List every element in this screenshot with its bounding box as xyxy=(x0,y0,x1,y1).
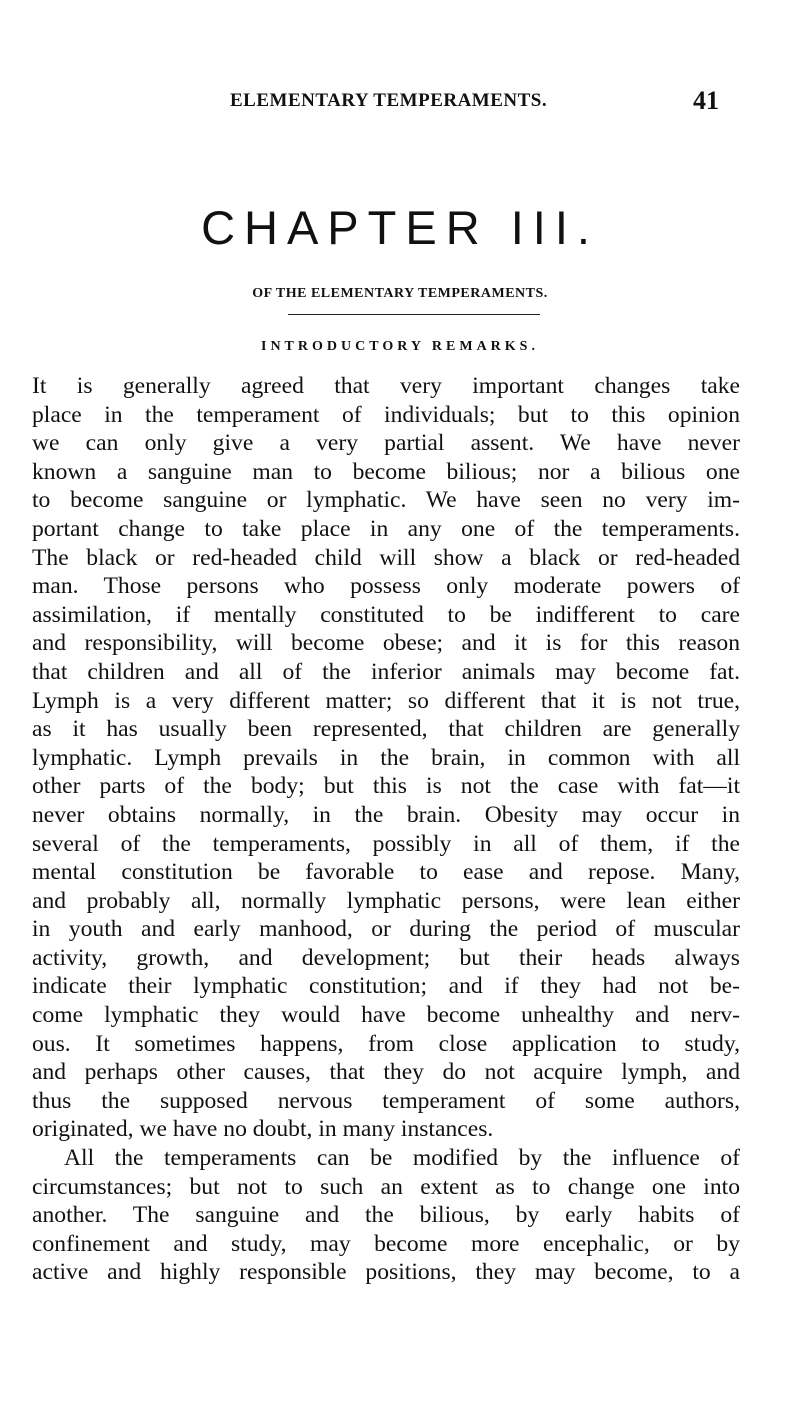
text-line: activity, growth, and development; but their heads always xyxy=(32,944,740,971)
running-head: ELEMENTARY TEMPERAMENTS. xyxy=(230,90,548,111)
text-line: we can only give a very partial assent. We have never xyxy=(32,430,740,457)
text-line: another. The sanguine and the bilious, by early habits of xyxy=(32,1202,740,1229)
text-line: never obtains normally, in the brain. Obesity may occur in xyxy=(32,801,740,828)
body-text xyxy=(32,372,740,1287)
text-line: and perhaps other causes, that they do not acquire lymph, and xyxy=(32,1059,740,1086)
text-line: indicate their lymphatic constitution; and if they had not be- xyxy=(32,973,740,1000)
page-number: 41 xyxy=(693,86,719,115)
text-line: and probably all, normally lymphatic persons, were lean either xyxy=(32,887,740,914)
text-line: and responsibility, will become obese; and it is for this reason xyxy=(32,630,740,657)
text-line: in youth and early manhood, or during the period of muscular xyxy=(32,916,740,943)
text-line: portant change to take place in any one of the temperaments. xyxy=(32,515,740,542)
text-line: ous. It sometimes happens, from close application to study, xyxy=(32,1030,740,1057)
text-line: that children and all of the inferior animals may become fat. xyxy=(32,658,740,685)
text-line: man. Those persons who possess only moderate powers of xyxy=(32,573,740,600)
text-line: thus the supposed nervous temperament of some authors, xyxy=(32,1087,740,1114)
text-line: to become sanguine or lymphatic. We have seen no very im- xyxy=(32,487,740,514)
text-line: as it has usually been represented, that children are generally xyxy=(32,716,740,743)
chapter-subtitle: OF THE ELEMENTARY TEMPERAMENTS. xyxy=(252,286,548,301)
text-line: confinement and study, may become more encephalic, or by xyxy=(32,1230,740,1257)
text-line: active and highly responsible positions, they may become, to a xyxy=(32,1259,740,1286)
text-line: lymphatic. Lymph prevails in the brain, in common with all xyxy=(32,744,740,771)
section-heading: INTRODUCTORY REMARKS. xyxy=(261,339,539,354)
text-line: several of the temperaments, possibly in all of them, if the xyxy=(32,830,740,857)
text-line: All the temperaments can be modified by the influence of xyxy=(64,1145,740,1172)
text-line: It is generally agreed that very important changes take xyxy=(32,373,740,399)
text-line: come lymphatic they would have become unhealthy and nerv- xyxy=(32,1002,740,1029)
text-line: place in the temperament of individuals; but to this opinion xyxy=(32,401,740,428)
text-line: other parts of the body; but this is not the case with fat—it xyxy=(32,773,740,800)
divider-rule xyxy=(288,314,540,315)
text-line: mental constitution be favorable to ease and repose. Many, xyxy=(32,859,740,886)
text-line: known a sanguine man to become bilious; nor a bilious one xyxy=(32,458,740,485)
text-line: originated, we have no doubt, in many instances. xyxy=(32,1116,494,1143)
text-line: circumstances; but not to such an extent as to change one into xyxy=(32,1173,740,1200)
chapter-heading: CHAPTER III. xyxy=(201,201,599,254)
text-line: Lymph is a very different matter; so different that it is not true, xyxy=(32,687,740,714)
text-line: assimilation, if mentally constituted to be indifferent to care xyxy=(32,601,740,628)
text-line: The black or red-headed child will show a black or red-headed xyxy=(32,544,740,571)
